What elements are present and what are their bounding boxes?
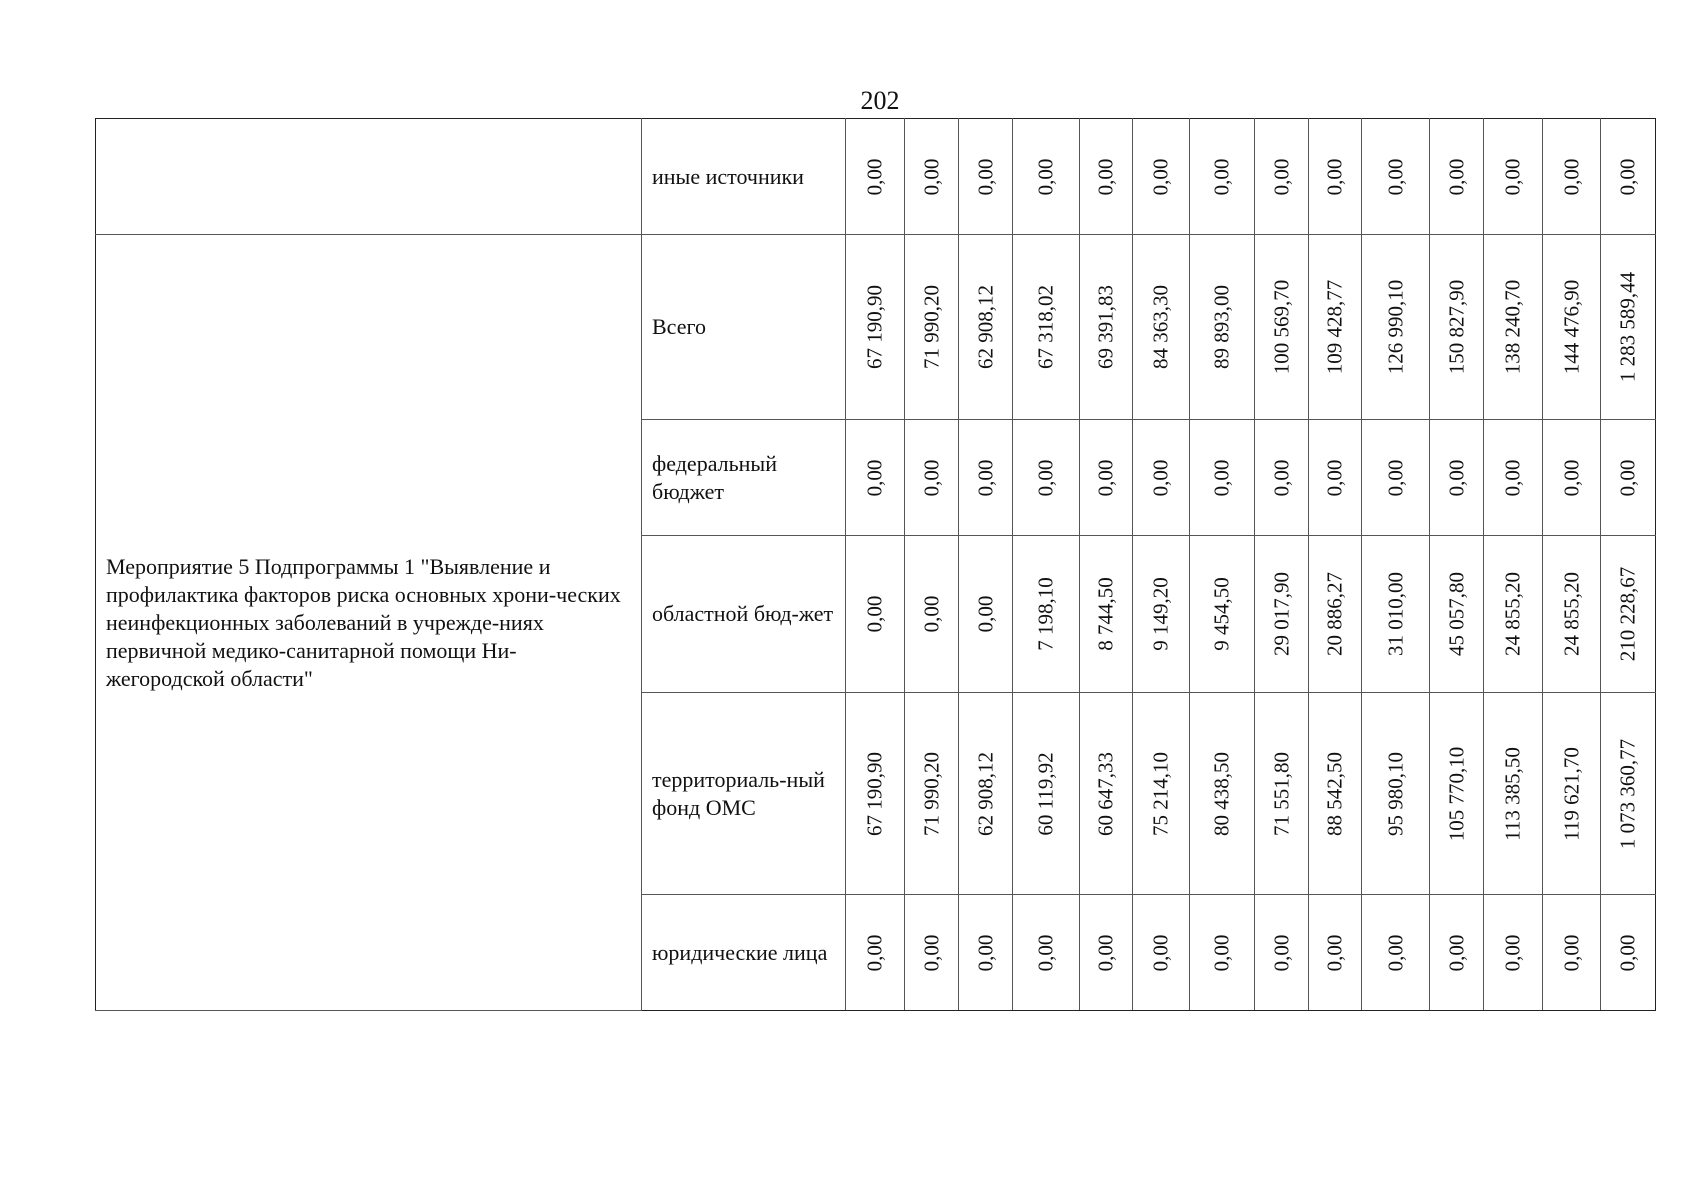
value-cell (1430, 536, 1484, 693)
value-cell (1013, 536, 1080, 693)
value-text: 0,00 (862, 459, 887, 496)
value-text: 84 363,30 (1148, 285, 1173, 369)
value-cell (1484, 693, 1543, 895)
value-cell (1362, 536, 1430, 693)
value-cell (1255, 895, 1309, 1011)
value-text: 71 990,20 (919, 285, 943, 369)
value-text: 0,00 (1269, 459, 1293, 496)
value-text: 62 908,12 (973, 285, 997, 369)
value-cell (1133, 693, 1190, 895)
value-cell (1484, 235, 1543, 420)
value-cell (1080, 119, 1133, 235)
value-text: 71 551,80 (1269, 751, 1293, 836)
value-text: 0,00 (1148, 459, 1173, 496)
value-text: 24 855,20 (1500, 572, 1525, 656)
value-text: 0,00 (1500, 158, 1525, 195)
value-cell (1309, 420, 1362, 536)
value-cell (1080, 895, 1133, 1011)
value-text: 89 893,00 (1209, 285, 1234, 369)
funding-source: территориаль-ный фонд ОМС (642, 693, 846, 895)
value-cell (1362, 119, 1430, 235)
value-text: 0,00 (1322, 158, 1347, 195)
value-text: 113 385,50 (1500, 746, 1525, 841)
value-cell (1309, 235, 1362, 420)
value-cell (1013, 693, 1080, 895)
value-cell (1543, 119, 1601, 235)
value-text: 0,00 (1500, 934, 1525, 971)
value-cell (905, 693, 959, 895)
value-cell (1133, 895, 1190, 1011)
value-text: 0,00 (1322, 459, 1347, 496)
value-text: 95 980,10 (1383, 751, 1407, 836)
value-cell (1543, 235, 1601, 420)
value-cell (1484, 119, 1543, 235)
value-text: 60 119,92 (1033, 751, 1058, 836)
value-cell (905, 895, 959, 1011)
value-cell (846, 420, 905, 536)
value-cell (1601, 895, 1656, 1011)
value-text: 0,00 (1269, 934, 1293, 971)
value-cell (1255, 693, 1309, 895)
value-cell (1190, 235, 1255, 420)
value-text: 150 827,90 (1444, 279, 1468, 375)
table-row (96, 119, 1656, 235)
value-cell (905, 420, 959, 536)
value-text: 0,00 (1209, 158, 1234, 195)
value-text: 0,00 (1093, 158, 1118, 195)
table-row (96, 235, 1656, 420)
value-text: 0,00 (1093, 459, 1118, 496)
value-text: 7 198,10 (1033, 577, 1058, 651)
value-text: 0,00 (1209, 934, 1234, 971)
empty-measure-cell (96, 119, 642, 235)
value-cell (1013, 895, 1080, 1011)
value-text: 109 428,77 (1322, 279, 1347, 375)
value-text: 144 476,90 (1559, 279, 1583, 375)
value-cell (1080, 420, 1133, 536)
value-cell (1430, 119, 1484, 235)
value-text: 20 886,27 (1322, 572, 1347, 656)
value-text: 0,00 (919, 158, 943, 195)
value-cell (1430, 420, 1484, 536)
value-text: 0,00 (973, 934, 997, 971)
value-cell (1133, 119, 1190, 235)
value-text: 0,00 (1559, 934, 1583, 971)
value-text: 0,00 (919, 934, 943, 971)
value-text: 0,00 (1033, 934, 1058, 971)
measure-title: Мероприятие 5 Подпрограммы 1 "Выявление и профилактика факторов риска основных хрони-ческих неинфекционных заболеваний в учрежде-ниях первичной медико-санитарной помощи Ни-жегородской области" (96, 235, 642, 1011)
value-cell (1430, 895, 1484, 1011)
value-text: 0,00 (1148, 934, 1173, 971)
value-text: 0,00 (1559, 158, 1583, 195)
value-cell (1190, 895, 1255, 1011)
value-cell (1362, 693, 1430, 895)
value-text: 0,00 (1383, 459, 1407, 496)
value-text: 62 908,12 (973, 751, 997, 836)
value-cell (1484, 420, 1543, 536)
value-cell (959, 119, 1013, 235)
value-text: 0,00 (1444, 158, 1468, 195)
value-text: 0,00 (1148, 158, 1173, 195)
value-cell (1309, 895, 1362, 1011)
value-text: 0,00 (1033, 158, 1058, 195)
value-cell (1309, 693, 1362, 895)
value-cell (959, 420, 1013, 536)
value-text: 88 542,50 (1322, 751, 1347, 836)
value-cell (1133, 536, 1190, 693)
value-text: 210 228,67 (1615, 566, 1640, 662)
value-text: 0,00 (1383, 158, 1407, 195)
value-cell (1190, 536, 1255, 693)
value-cell (1430, 235, 1484, 420)
value-cell (1309, 119, 1362, 235)
value-text: 0,00 (1322, 934, 1347, 971)
value-text: 1 073 360,77 (1615, 738, 1640, 849)
value-text: 138 240,70 (1500, 279, 1525, 375)
value-cell (1543, 895, 1601, 1011)
value-cell (1080, 693, 1133, 895)
value-cell (905, 536, 959, 693)
value-text: 0,00 (973, 158, 997, 195)
value-cell (1013, 119, 1080, 235)
value-cell (1255, 235, 1309, 420)
value-text: 100 569,70 (1269, 279, 1293, 375)
value-cell (1601, 693, 1656, 895)
value-text: 0,00 (1383, 934, 1407, 971)
value-text: 0,00 (1269, 158, 1293, 195)
value-cell (959, 693, 1013, 895)
value-text: 0,00 (1559, 459, 1583, 496)
value-text: 0,00 (862, 158, 887, 195)
value-cell (1255, 536, 1309, 693)
value-text: 9 149,20 (1148, 577, 1173, 651)
value-text: 69 391,83 (1093, 285, 1118, 369)
value-cell (1484, 895, 1543, 1011)
funding-source: юридические лица (642, 895, 846, 1011)
value-cell (1362, 895, 1430, 1011)
value-cell (846, 693, 905, 895)
value-cell (1601, 119, 1656, 235)
value-cell (1080, 536, 1133, 693)
value-cell (846, 119, 905, 235)
value-text: 0,00 (1209, 459, 1234, 496)
value-text: 24 855,20 (1559, 572, 1583, 656)
value-text: 0,00 (919, 595, 943, 633)
value-text: 29 017,90 (1269, 572, 1293, 656)
value-cell (1543, 536, 1601, 693)
value-text: 0,00 (1444, 459, 1468, 496)
value-text: 0,00 (862, 934, 887, 971)
value-text: 0,00 (1615, 158, 1640, 195)
value-cell (1362, 420, 1430, 536)
value-text: 105 770,10 (1444, 746, 1468, 841)
value-cell (1133, 235, 1190, 420)
value-text: 0,00 (1093, 934, 1118, 971)
value-text: 71 990,20 (919, 751, 943, 836)
value-cell (1255, 119, 1309, 235)
page-number: 202 (860, 86, 900, 115)
value-cell (1362, 235, 1430, 420)
value-cell (959, 235, 1013, 420)
value-text: 0,00 (862, 595, 887, 633)
value-cell (846, 536, 905, 693)
value-cell (1601, 420, 1656, 536)
value-cell (1543, 693, 1601, 895)
value-text: 45 057,80 (1444, 572, 1468, 656)
value-text: 0,00 (1615, 459, 1640, 496)
value-cell (1543, 420, 1601, 536)
value-text: 0,00 (1033, 459, 1058, 496)
value-text: 0,00 (973, 459, 997, 496)
value-text: 119 621,70 (1559, 746, 1583, 841)
value-cell (1601, 536, 1656, 693)
value-text: 67 190,90 (862, 751, 887, 836)
value-cell (905, 119, 959, 235)
value-cell (1133, 420, 1190, 536)
value-text: 60 647,33 (1093, 751, 1118, 836)
value-cell (959, 895, 1013, 1011)
value-text: 8 744,50 (1093, 577, 1118, 651)
value-cell (1255, 420, 1309, 536)
funding-source: федеральный бюджет (642, 420, 846, 536)
value-text: 0,00 (919, 459, 943, 496)
value-cell (1080, 235, 1133, 420)
budget-table (95, 118, 1656, 1011)
value-cell (1013, 420, 1080, 536)
value-text: 80 438,50 (1209, 751, 1234, 836)
value-cell (905, 235, 959, 420)
value-text: 31 010,00 (1383, 572, 1407, 656)
value-cell (846, 895, 905, 1011)
value-cell (1309, 536, 1362, 693)
value-cell (1430, 693, 1484, 895)
value-text: 0,00 (973, 595, 997, 633)
value-cell (1190, 693, 1255, 895)
funding-source: областной бюд-жет (642, 536, 846, 693)
value-text: 0,00 (1615, 934, 1640, 971)
value-text: 0,00 (1500, 459, 1525, 496)
funding-source: иные источники (642, 119, 846, 235)
value-cell (846, 235, 905, 420)
value-cell (1190, 420, 1255, 536)
value-text: 1 283 589,44 (1615, 271, 1640, 383)
value-text: 0,00 (1444, 934, 1468, 971)
value-text: 67 190,90 (862, 285, 887, 369)
value-text: 75 214,10 (1148, 751, 1173, 836)
value-text: 67 318,02 (1033, 285, 1058, 369)
value-text: 126 990,10 (1383, 279, 1407, 375)
value-cell (1190, 119, 1255, 235)
funding-source: Всего (642, 235, 846, 420)
value-cell (1601, 235, 1656, 420)
value-cell (1013, 235, 1080, 420)
value-text: 9 454,50 (1209, 577, 1234, 651)
value-cell (1484, 536, 1543, 693)
value-cell (959, 536, 1013, 693)
